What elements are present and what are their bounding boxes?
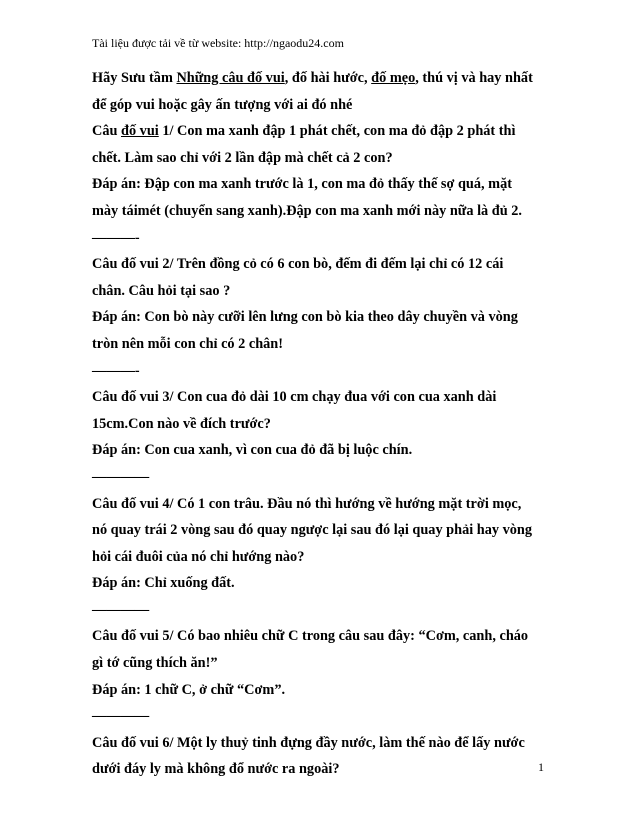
- answer-4-line-1: Đáp án: Chỉ xuống đất.: [92, 575, 235, 592]
- question-3-line-2: 15cm.Con nào về đích trước?: [92, 415, 271, 432]
- intro-line-2: để góp vui hoặc gây ấn tượng với ai đó nhé: [92, 96, 353, 113]
- question-4-line-1: Câu đố vui 4/ Có 1 con trâu. Đầu nó thì hướng về hướng mặt trời mọc,: [92, 495, 522, 512]
- question-1-line-1: [92, 118, 562, 145]
- separator: ———-: [92, 362, 140, 379]
- answer-3-line-1: Đáp án: Con cua xanh, vì con cua đỏ đã bị luộc chín.: [92, 442, 413, 459]
- document-body: [92, 65, 562, 783]
- question-5-line-1: Câu đố vui 5/ Có bao nhiêu chữ C trong câu sau đây: “Cơm, canh, cháo: [92, 628, 529, 645]
- intro-text: Hãy Sưu tầm: [92, 70, 177, 86]
- separator: ————: [92, 468, 150, 485]
- question-2-line-2: chân. Câu hỏi tại sao ?: [92, 282, 231, 299]
- separator: ————: [92, 708, 150, 725]
- intro-text: , thú vị và hay nhất: [415, 70, 533, 86]
- answer-2-line-1: Đáp án: Con bò này cưỡi lên lưng con bò kia theo dây chuyền và vòng: [92, 309, 518, 326]
- question-4-line-3: hỏi cái đuôi của nó chỉ hướng nào?: [92, 548, 305, 565]
- answer-1-line-1: Đáp án: Đập con ma xanh trước là 1, con ma đỏ thấy thế sợ quá, mặt: [92, 176, 512, 193]
- page-number: 1: [538, 760, 544, 774]
- question-6-line-1: Câu đố vui 6/ Một ly thuỷ tinh đựng đầy nước, làm thế nào để lấy nước: [92, 734, 525, 751]
- underlined-phrase: đố mẹo: [371, 70, 416, 86]
- question-2-line-1: Câu đố vui 2/ Trên đồng cỏ có 6 con bò, đếm đi đếm lại chỉ có 12 cái: [92, 256, 504, 273]
- separator: ———-: [92, 229, 140, 246]
- question-1-line-2: chết. Làm sao chỉ với 2 lần đập mà chết cả 2 con?: [92, 149, 393, 166]
- question-3-line-1: Câu đố vui 3/ Con cua đỏ dài 10 cm chạy đua với con cua xanh dài: [92, 389, 497, 406]
- question-5-line-2: gì tớ cũng thích ăn!”: [92, 655, 218, 672]
- question-text: 1/ Con ma xanh đập 1 phát chết, con ma đỏ đập 2 phát thì: [158, 123, 516, 140]
- separator: ————: [92, 601, 150, 618]
- question-text: Câu: [92, 123, 121, 140]
- page-header: Tài liệu được tải về từ website: http://ngaodu24.com: [92, 36, 344, 50]
- underlined-phrase: đố vui: [121, 123, 159, 140]
- answer-2-line-2: tròn nên mỗi con chỉ có 2 chân!: [92, 335, 284, 352]
- intro-line-1: [92, 65, 562, 92]
- intro-text: , đố hài hước,: [284, 70, 372, 86]
- question-6-line-2: dưới đáy ly mà không đổ nước ra ngoài?: [92, 761, 340, 778]
- answer-1-line-2: mày táimét (chuyển sang xanh).Đập con ma xanh mới này nữa là đủ 2.: [92, 202, 522, 219]
- question-4-line-2: nó quay trái 2 vòng sau đó quay ngược lại sau đó lại quay phải hay vòng: [92, 522, 532, 539]
- underlined-phrase: Những câu đố vui: [176, 70, 285, 86]
- answer-5-line-1: Đáp án: 1 chữ C, ở chữ “Cơm”.: [92, 681, 286, 698]
